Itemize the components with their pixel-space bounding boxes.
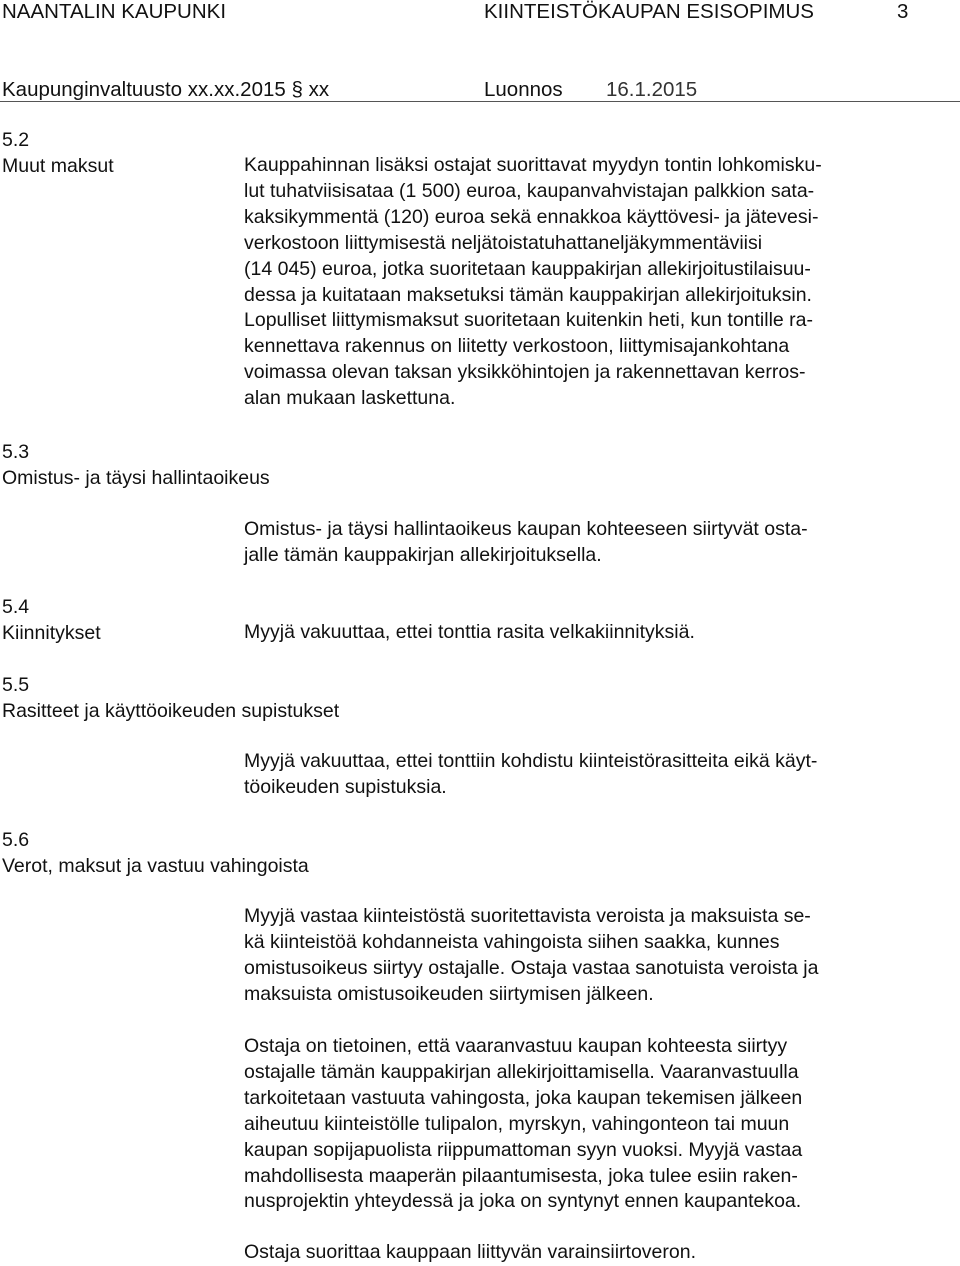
paragraph-line: kennettava rakennus on liitetty verkostoon, liittymisajankohtana (244, 335, 790, 358)
section-heading-5-4 (2, 594, 101, 646)
page-number: 3 (897, 0, 909, 23)
section-body-5-3 (244, 517, 904, 569)
section-number: 5.6 (2, 829, 30, 851)
paragraph-line: jalle tämän kauppakirjan allekirjoituksella. (244, 543, 602, 566)
paragraph-line: aiheutuu kiinteistölle tulipalon, myrskyn, vahingonteon tai muun (244, 1112, 790, 1135)
section-title: Omistus- ja täysi hallintaoikeus (2, 467, 270, 489)
section-heading-5-3 (2, 439, 270, 491)
paragraph-line: dessa ja kuitataan maksetuksi tämän kauppakirjan allekirjoituksin. (244, 283, 812, 306)
paragraph-line: töoikeuden supistuksia. (244, 775, 447, 798)
section-body-5-6-paragraph-3 (244, 1240, 904, 1266)
paragraph-line: mahdollisesta maaperän pilaantumisesta, joka tulee esiin raken- (244, 1164, 798, 1187)
section-body-5-6-paragraph-1 (244, 904, 904, 1008)
document-date: 16.1.2015 (606, 78, 698, 101)
paragraph-line: maksuista omistusoikeuden siirtymisen jälkeen. (244, 982, 654, 1005)
document-title: KIINTEISTÖKAUPAN ESISOPIMUS (484, 0, 814, 23)
paragraph-line: Myyjä vakuuttaa, ettei tonttiin kohdistu kiinteistörasitteita eikä käyt- (244, 750, 818, 772)
section-title: Verot, maksut ja vastuu vahingoista (2, 855, 309, 877)
paragraph-line: nusprojektin yhteydessä ja joka on syntynyt ennen kaupantekoa. (244, 1190, 802, 1213)
paragraph-line: kä kiinteistöä kohdanneista vahingoista siihen saakka, kunnes (244, 930, 780, 953)
paragraph-line: omistusoikeus siirtyy ostajalle. Ostaja vastaa sanotuista veroista ja (244, 956, 819, 979)
paragraph-line: Myyjä vastaa kiinteistöstä suoritettavista veroista ja maksuista se- (244, 905, 811, 927)
paragraph-line: verkostoon liittymisestä neljätoistatuhattaneljäkymmentäviisi (244, 231, 763, 254)
paragraph-line: Ostaja on tietoinen, että vaaranvastuu kaupan kohteesta siirtyy (244, 1035, 788, 1057)
section-heading-5-5 (2, 672, 339, 724)
section-heading-5-6 (2, 827, 309, 879)
paragraph-line: tarkoitetaan vastuuta vahingosta, joka kaupan tekemisen jälkeen (244, 1086, 803, 1109)
council-reference: Kaupunginvaltuusto xx.xx.2015 § xx (2, 78, 330, 101)
section-number: 5.3 (2, 441, 30, 463)
paragraph-line: Lopulliset liittymismaksut suoritetaan kuitenkin heti, kun tontille ra- (244, 309, 814, 332)
paragraph-line: Ostaja suorittaa kauppaan liittyvän varainsiirtoveron. (244, 1241, 696, 1263)
paragraph-line: kaupan sopijapuolista riippumattoman syyn vuoksi. Myyjä vastaa (244, 1138, 803, 1161)
paragraph-line: ostajalle tämän kauppakirjan allekirjoittamisella. Vaaranvastuulla (244, 1060, 799, 1083)
paragraph-line: kaksikymmentä (120) euroa sekä ennakkoa käyttövesi- ja jätevesi- (244, 205, 819, 228)
organization-name: NAANTALIN KAUPUNKI (2, 0, 227, 23)
paragraph-line: Omistus- ja täysi hallintaoikeus kaupan kohteeseen siirtyvät osta- (244, 518, 808, 540)
header-divider (0, 101, 960, 102)
section-body-5-6-paragraph-2 (244, 1034, 904, 1215)
section-body-5-5 (244, 749, 904, 801)
paragraph-line: Kauppahinnan lisäksi ostajat suorittavat myydyn tontin lohkomisku- (244, 154, 822, 176)
paragraph-line: alan mukaan laskettuna. (244, 387, 456, 410)
section-title: Kiinnitykset (2, 622, 101, 644)
paragraph-line: voimassa olevan taksan yksikköhintojen ja rakennettavan kerros- (244, 361, 806, 384)
paragraph-line: (14 045) euroa, jotka suoritetaan kauppakirjan allekirjoitustilaisuu- (244, 257, 811, 280)
section-body-5-2 (244, 153, 904, 412)
section-title: Rasitteet ja käyttöoikeuden supistukset (2, 700, 340, 722)
section-title: Muut maksut (2, 155, 114, 177)
section-number: 5.5 (2, 674, 30, 696)
section-number: 5.2 (2, 129, 30, 151)
section-heading-5-2 (2, 127, 114, 179)
section-number: 5.4 (2, 596, 30, 618)
paragraph-line: lut tuhatviisisataa (1 500) euroa, kaupanvahvistajan palkkion sata- (244, 179, 815, 202)
paragraph-line: Myyjä vakuuttaa, ettei tonttia rasita velkakiinnityksiä. (244, 621, 695, 643)
draft-status: Luonnos (484, 78, 563, 101)
section-body-5-4 (244, 620, 904, 646)
